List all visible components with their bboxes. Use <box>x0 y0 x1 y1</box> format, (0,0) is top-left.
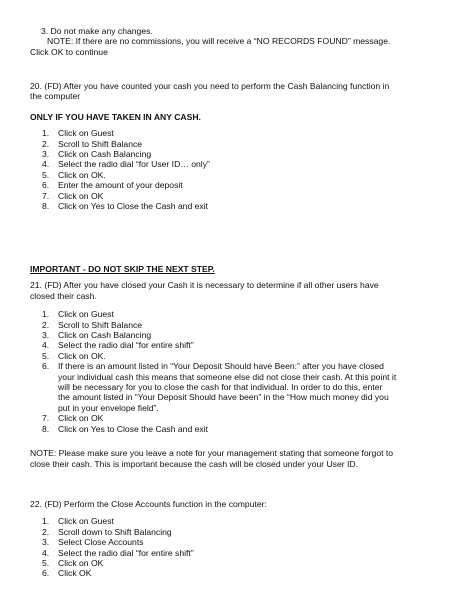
step-text: Click on Yes to Close the Cash and exit <box>58 423 208 434</box>
step-text: Scroll down to Shift Balancing <box>58 526 172 537</box>
list-item <box>30 330 450 340</box>
list-item <box>30 558 450 568</box>
list-item <box>30 413 450 423</box>
section-22-steps <box>30 516 450 578</box>
step-6-line: put in your envelope field”. <box>58 402 159 413</box>
step-number: 3. <box>42 537 50 548</box>
step-text: Click on Guest <box>58 516 114 527</box>
step-text: Click OK <box>58 568 92 579</box>
list-item <box>30 548 450 558</box>
step-text: Select Close Accounts <box>58 537 144 548</box>
list-item <box>30 201 450 211</box>
section-22-intro: 22. (FD) Perform the Close Accounts function in the computer: <box>30 499 267 509</box>
section-20-intro-line-1: 20. (FD) After you have counted your cash you need to perform the Cash Balancing function in <box>30 81 390 91</box>
step-number: 1. <box>42 128 50 139</box>
step-text: Click on OK. <box>58 350 106 361</box>
section-20-steps <box>30 128 450 211</box>
step-number: 7. <box>42 413 50 424</box>
step-text: Select the radio dial “for User ID… only” <box>58 159 210 170</box>
step-text: Select the radio dial “for entire shift” <box>58 340 194 351</box>
step-3-no-changes: 3. Do not make any changes. <box>41 26 153 36</box>
step-text: Click on OK <box>58 190 104 201</box>
section-21-intro-line-1: 21. (FD) After you have closed your Cash it is necessary to determine if all other users have <box>30 280 379 291</box>
step-number: 5. <box>42 558 50 569</box>
step-text: Click on Cash Balancing <box>58 330 152 341</box>
step-number: 4. <box>42 340 50 351</box>
step-text: Select the radio dial “for entire shift” <box>58 547 194 558</box>
step-number: 4. <box>42 547 50 558</box>
list-item <box>30 351 450 361</box>
section-21-heading: IMPORTANT - DO NOT SKIP THE NEXT STEP. <box>30 264 215 274</box>
list-item <box>30 516 450 526</box>
step-number: 2. <box>42 319 50 330</box>
step-text: Click on Guest <box>58 128 114 139</box>
step-text: Click on Guest <box>58 309 114 320</box>
step-text: Click on OK <box>58 558 104 569</box>
list-item <box>30 361 450 413</box>
management-note-line-1: NOTE: Please make sure you leave a note for your management stating that someone forgot to <box>30 448 394 459</box>
list-item <box>30 320 450 330</box>
list-item <box>30 170 450 180</box>
list-item <box>30 149 450 159</box>
step-number: 8. <box>42 201 50 212</box>
step-6-line: If there is an amount listed in “Your Deposit Should have Been:” after you have closed <box>58 361 384 372</box>
step-text: Enter the amount of your deposit <box>58 180 183 191</box>
step-6-line: will be necessary for you to close the cash for that individual. In order to do this, enter <box>58 382 383 393</box>
step-number: 4. <box>42 159 50 170</box>
step-text: Click on Cash Balancing <box>58 149 152 160</box>
step-number: 1. <box>42 309 50 320</box>
section-21-intro-line-2: closed their cash. <box>30 290 97 301</box>
step-number: 8. <box>42 423 50 434</box>
step-text: Click on OK. <box>58 169 106 180</box>
step-number: 2. <box>42 526 50 537</box>
step-number: 3. <box>42 149 50 160</box>
step-number: 5. <box>42 350 50 361</box>
section-20 <box>30 81 450 211</box>
management-note-line-2: close their cash. This is important because the cash will be closed under your User ID. <box>30 458 358 469</box>
list-item <box>30 424 450 434</box>
step-number: 6. <box>42 568 50 579</box>
step-number: 1. <box>42 516 50 527</box>
list-item <box>30 309 450 319</box>
step-number: 6. <box>42 361 50 372</box>
list-item <box>30 128 450 138</box>
list-item <box>30 191 450 201</box>
list-item <box>30 568 450 578</box>
step-6-line: your individual cash this means that someone else did not close their cash. At this point it <box>58 371 397 382</box>
step-number: 2. <box>42 138 50 149</box>
step-6-line: the amount listed in “Your Deposit Should have been” in the “How much money did you <box>58 392 389 403</box>
step-text: Scroll to Shift Balance <box>58 138 143 149</box>
click-ok-continue: Click OK to continue <box>30 46 108 57</box>
list-item <box>30 537 450 547</box>
list-item <box>30 159 450 169</box>
step-text: Click on Yes to Close the Cash and exit <box>58 201 208 212</box>
top-continuation <box>30 26 450 57</box>
list-item <box>30 340 450 350</box>
no-records-note: NOTE: If there are no commissions, you will receive a “NO RECORDS FOUND” message. <box>47 36 391 47</box>
list-item <box>30 527 450 537</box>
step-text: Scroll to Shift Balance <box>58 319 143 330</box>
list-item <box>30 139 450 149</box>
section-22 <box>30 499 450 579</box>
step-number: 7. <box>42 190 50 201</box>
section-20-intro-line-2: the computer <box>30 91 81 102</box>
section-21 <box>30 264 450 469</box>
step-number: 6. <box>42 180 50 191</box>
step-number: 5. <box>42 169 50 180</box>
section-20-heading: ONLY IF YOU HAVE TAKEN IN ANY CASH. <box>30 111 201 122</box>
step-text: Click on OK <box>58 413 104 424</box>
step-number: 3. <box>42 330 50 341</box>
list-item <box>30 180 450 190</box>
section-21-steps <box>30 309 450 434</box>
